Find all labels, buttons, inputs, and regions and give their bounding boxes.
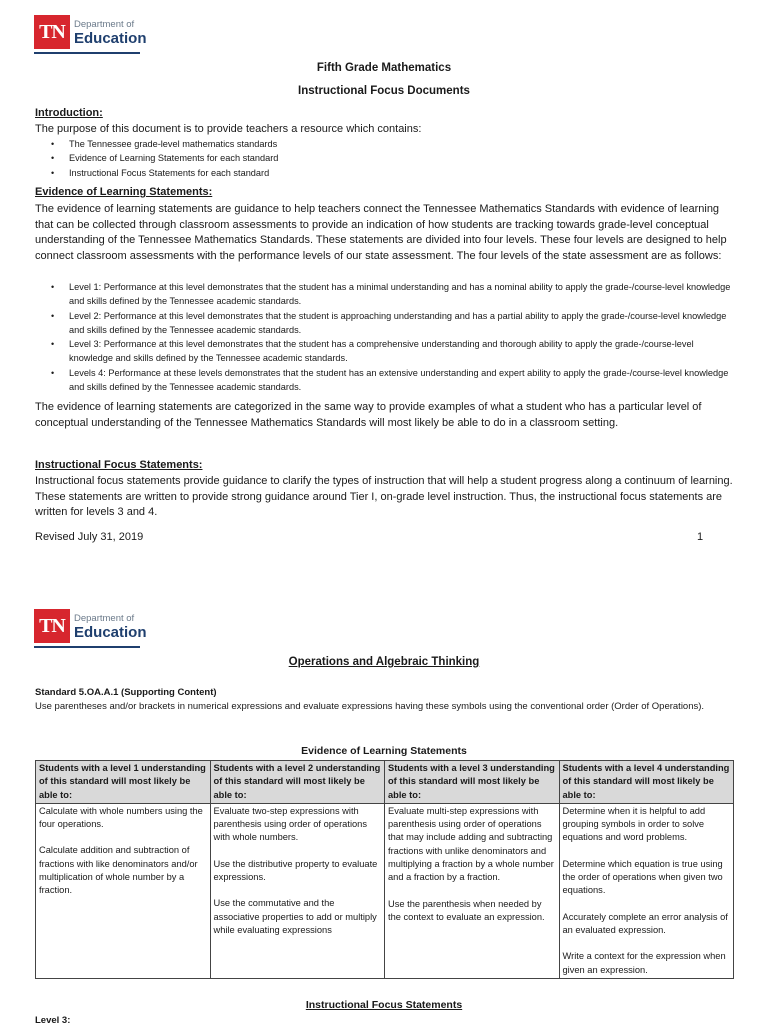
intro-text: The purpose of this document is to provide teachers a resource which contains: <box>35 123 422 135</box>
doc-title: Fifth Grade Mathematics <box>316 62 452 74</box>
list-item: • Instructional Focus Statements for each standard <box>35 166 735 180</box>
level-bullets <box>35 280 735 394</box>
cell-statement: Evaluate multi-step expressions with parenthesis using order of operations that may include adding and subtracting fractions with unlike denominators and multiplying a fraction by a whole number and a fraction by a fraction. <box>388 805 554 883</box>
tn-education-logo-2 <box>34 609 147 643</box>
tn-badge: TN <box>34 609 70 643</box>
level-3-label: Level 3: <box>35 1015 71 1026</box>
list-item: • Levels 4: Performance at these levels demonstrates that the student has an extensive understanding and expert ability to apply the grade-/course-level knowledge and skills defined by the Tennessee academic standards. <box>35 366 735 395</box>
cell-statement: Accurately complete an error analysis of an evaluated expression. <box>562 911 728 935</box>
column-header-level-3: Students with a level 3 understanding of this standard will most likely be able to: <box>385 761 560 804</box>
evidence-heading: Evidence of Learning Statements: <box>35 186 213 198</box>
intro-heading: Introduction: <box>35 107 103 119</box>
logo-rule <box>34 646 140 648</box>
page-number: 1 <box>697 531 704 543</box>
focus-heading: Instructional Focus Statements: <box>35 459 203 471</box>
revised-date: Revised July 31, 2019 <box>35 531 144 543</box>
focus-text: Instructional focus statements provide guidance to clarify the types of instruction that will help a student progress along a continuum of learning. These statements are written to provide strong guidance around Tier I, on-grade level instruction. Thus, the instructional focus statements are written for levels 3 and 4. <box>35 475 733 518</box>
cell-statement: Write a context for the expression when given an expression. <box>562 951 726 975</box>
cell-statement: Use the parenthesis when needed by the context to evaluate an expression. <box>388 898 545 922</box>
column-header-level-4: Students with a level 4 understanding of this standard will most likely be able to: <box>559 761 734 804</box>
cell-level-2 <box>210 803 385 978</box>
table-title: Evidence of Learning Statements <box>301 745 467 757</box>
cell-statement: Evaluate two-step expressions with parenthesis using order of operations with whole numbers. <box>213 805 367 843</box>
evidence-text: The evidence of learning statements are guidance to help teachers connect the Tennessee Mathematics Standards with evidence of learning that can be collected through classroom assessments to provide an indication of how students are tracking towards grade-level conceptual understanding of the Tennessee Mathematics Standards. These statements are divided into four levels. These four levels are designed to help connect classroom assessments with the performance levels of our state assessment. The four levels of the state assessment are as follows: <box>35 203 727 262</box>
cell-statement: Use the distributive property to evaluate expressions. <box>213 858 378 883</box>
intro-bullets <box>35 137 735 180</box>
doc-subtitle: Instructional Focus Documents <box>298 85 470 97</box>
cell-statement: Calculate with whole numbers using the four operations. <box>39 805 203 830</box>
standard-text: Use parentheses and/or brackets in numerical expressions and evaluate expressions having these symbols using the conventional order (Order of Operations). <box>35 701 705 712</box>
tn-education-logo <box>34 15 147 49</box>
logo-department: Department of <box>74 613 135 624</box>
column-header-level-1: Students with a level 1 understanding of this standard will most likely be able to: <box>36 761 211 804</box>
focus-statements-title: Instructional Focus Statements <box>305 999 463 1011</box>
logo-education: Education <box>74 623 147 641</box>
cell-statement: Use the commutative and the associative properties to add or multiply while evaluating expressions <box>213 898 377 935</box>
domain-title: Operations and Algebraic Thinking <box>288 656 480 668</box>
list-item: • Level 3: Performance at this level demonstrates that the student has a comprehensive understanding and thorough ability to apply the grade-/course-level knowledge and skills defined by the Tennessee academic standards. <box>35 337 735 366</box>
list-item: • The Tennessee grade-level mathematics standards <box>35 137 735 151</box>
tn-badge: TN <box>34 15 70 49</box>
cell-statement: Determine when it is helpful to add grouping symbols in order to solve equations and word problems. <box>562 805 706 843</box>
cell-level-1 <box>36 803 211 978</box>
evidence-table <box>35 760 734 979</box>
list-item: • Level 2: Performance at this level demonstrates that the student is approaching understanding and has a partial ability to apply the grade-/course-level knowledge and skills defined by the Tennessee academic standards. <box>35 309 735 338</box>
logo-department: Department of <box>74 19 135 30</box>
list-item: • Level 1: Performance at this level demonstrates that the student has a minimal understanding and has a nominal ability to apply the grade-/course-level knowledge and skills defined by the Tennessee academic standards. <box>35 280 735 309</box>
table-row <box>36 803 734 978</box>
cell-statement: Calculate addition and subtraction of fractions with like denominators and/or multiplication of whole number by a fraction. <box>39 845 198 896</box>
cell-level-4 <box>559 803 734 978</box>
table-header-row <box>36 761 734 804</box>
cell-level-3 <box>385 803 560 978</box>
cell-statement: Determine which equation is true using the order of operations when given two equations. <box>562 858 723 896</box>
column-header-level-2: Students with a level 2 understanding of this standard will most likely be able to: <box>210 761 385 804</box>
standard-label: Standard 5.OA.A.1 (Supporting Content) <box>35 687 217 698</box>
evidence-closing: The evidence of learning statements are categorized in the same way to provide examples of what a student who has a particular level of conceptual understanding of the Tennessee Mathematics Standards will most likely be able to do in a classroom setting. <box>35 401 702 429</box>
logo-rule <box>34 52 140 54</box>
list-item: • Evidence of Learning Statements for each standard <box>35 151 735 165</box>
logo-education: Education <box>74 29 147 47</box>
